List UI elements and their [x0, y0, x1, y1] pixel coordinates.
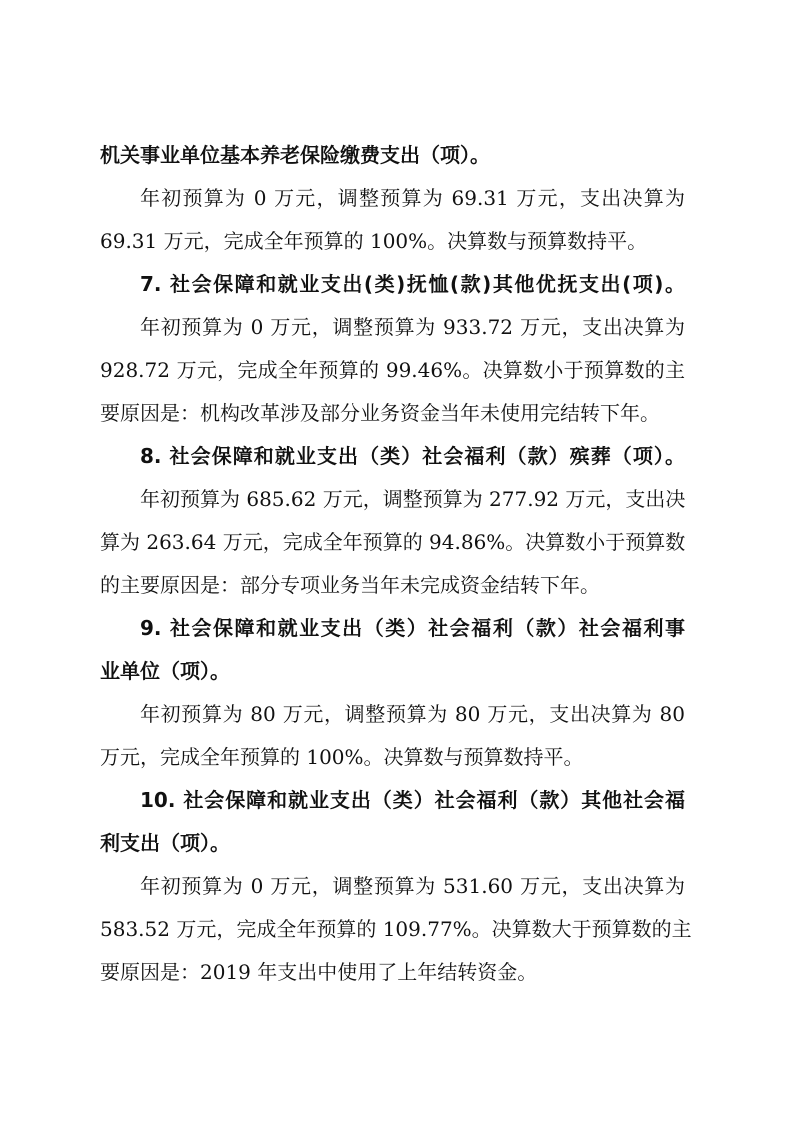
paragraph-line: 928.72 万元，完成全年预算的 99.46%。决算数小于预算数的主 — [100, 358, 685, 382]
paragraph-line: 583.52 万元，完成全年预算的 109.77%。决算数大于预算数的主 — [100, 917, 692, 941]
paragraph-line: 算为 263.64 万元，完成全年预算的 94.86%。决算数小于预算数 — [100, 530, 686, 554]
paragraph-line: 年初预算为 0 万元，调整预算为 531.60 万元，支出决算为 — [140, 874, 685, 898]
paragraph-line: 年初预算为 0 万元，调整预算为 933.72 万元，支出决算为 — [140, 315, 685, 339]
section-heading-10-cont: 利支出（项）。 — [100, 831, 230, 855]
paragraph-line: 年初预算为 80 万元，调整预算为 80 万元，支出决算为 80 — [140, 702, 685, 726]
paragraph-line: 年初预算为 0 万元，调整预算为 69.31 万元，支出决算为 — [140, 186, 685, 210]
paragraph-line: 要原因是：机构改革涉及部分业务资金当年未使用完结转下年。 — [100, 401, 660, 425]
paragraph-line: 的主要原因是：部分专项业务当年未完成资金结转下年。 — [100, 573, 600, 597]
paragraph-line: 万元，完成全年预算的 100%。决算数与预算数持平。 — [100, 745, 584, 769]
heading-continuation: 机关事业单位基本养老保险缴费支出（项）。 — [100, 143, 490, 167]
paragraph-line: 69.31 万元，完成全年预算的 100%。决算数与预算数持平。 — [100, 229, 648, 253]
section-heading-7: 7. 社会保障和就业支出(类)抚恤(款)其他优抚支出(项)。 — [140, 272, 685, 296]
paragraph-line: 要原因是：2019 年支出中使用了上年结转资金。 — [100, 960, 538, 984]
section-heading-9-cont: 业单位（项）。 — [100, 659, 230, 683]
paragraph-line: 年初预算为 685.62 万元，调整预算为 277.92 万元，支出决 — [140, 487, 686, 511]
section-heading-9: 9. 社会保障和就业支出（类）社会福利（款）社会福利事 — [140, 616, 685, 640]
section-heading-8: 8. 社会保障和就业支出（类）社会福利（款）殡葬（项）。 — [140, 444, 685, 468]
section-heading-10: 10. 社会保障和就业支出（类）社会福利（款）其他社会福 — [140, 788, 685, 812]
